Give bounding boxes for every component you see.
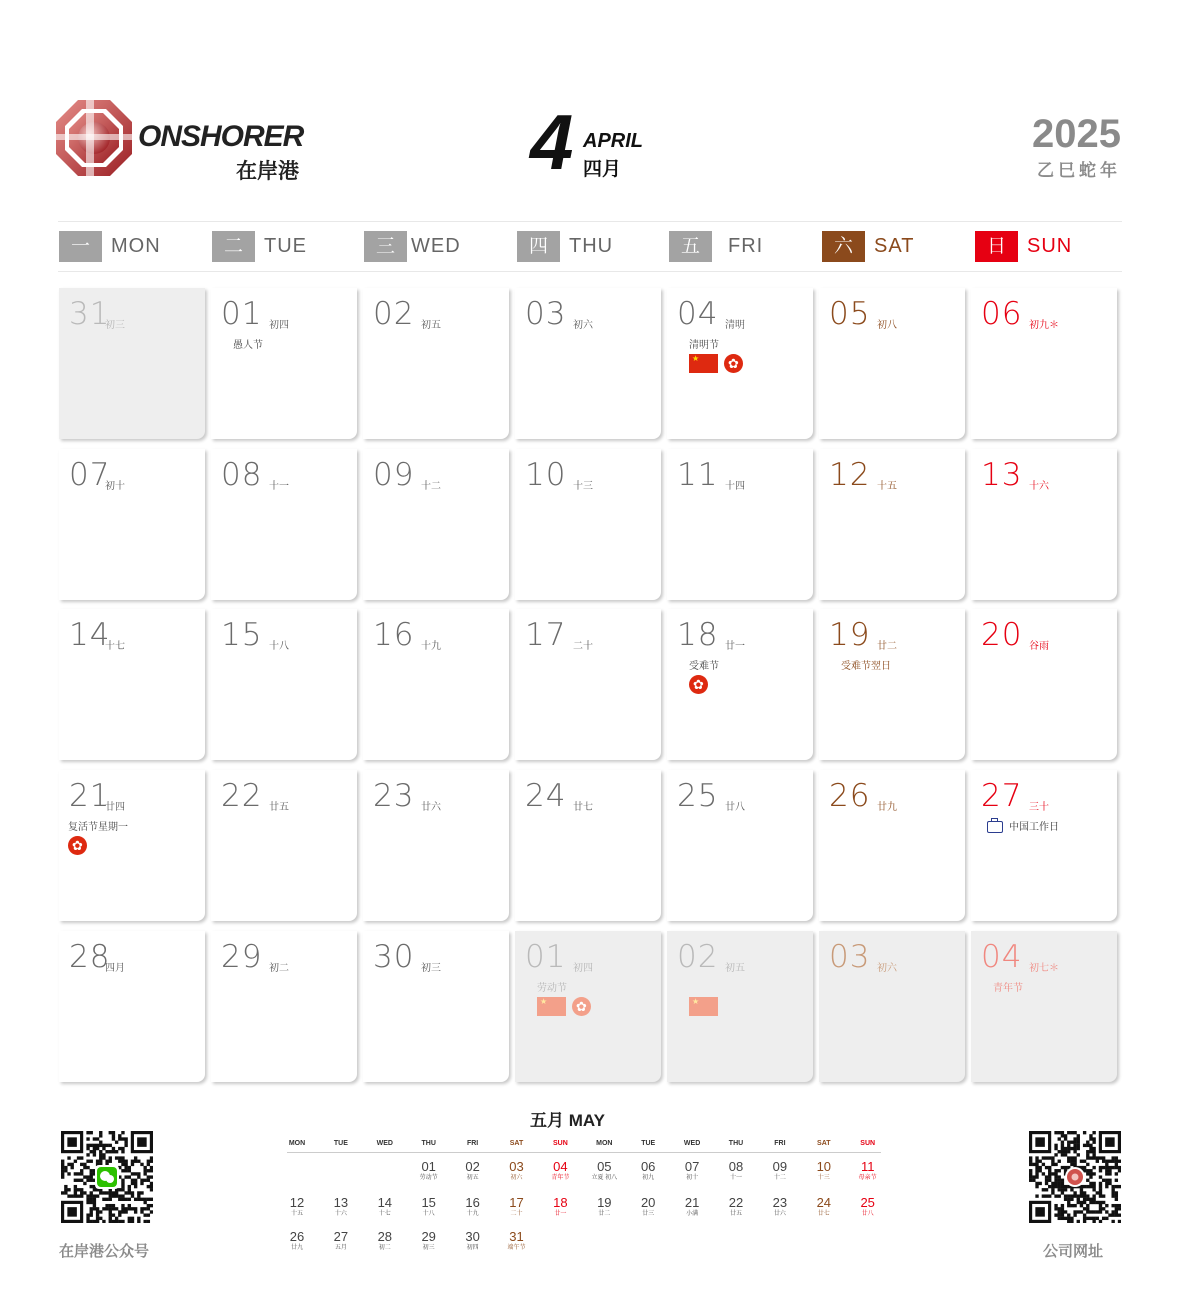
mini-day-number: 15 [421, 1195, 436, 1210]
day-number: 02 [677, 939, 719, 975]
brand-logo [56, 100, 316, 183]
lunar-date: 廿七 [573, 802, 593, 813]
day-cell[interactable] [819, 288, 965, 439]
mini-day-number: 22 [728, 1195, 744, 1210]
mini-day [451, 1160, 495, 1182]
mini-day-number: 05 [597, 1159, 612, 1174]
mini-day-number: 10 [816, 1159, 832, 1174]
mini-day [846, 1196, 890, 1218]
day-number: 29 [221, 939, 263, 975]
mini-day [319, 1196, 363, 1218]
mini-day [758, 1160, 802, 1182]
lunar-date: 廿一 [725, 641, 745, 652]
lunar-date: 初三 [105, 320, 125, 331]
hong-kong-flag-icon [68, 836, 87, 855]
mini-day-number: 25 [860, 1195, 875, 1210]
mini-day [714, 1196, 758, 1218]
day-cell[interactable] [59, 609, 205, 760]
mini-weekday-header: WED [376, 1140, 393, 1147]
mini-lunar-date: 十六 [334, 1211, 347, 1217]
day-number: 05 [829, 296, 871, 332]
china-flag-icon [537, 997, 566, 1016]
mini-lunar-date: 廿三 [642, 1211, 655, 1217]
day-cell[interactable] [819, 449, 965, 600]
mini-day-number: 29 [421, 1229, 436, 1244]
mini-lunar-date: 初二 [378, 1245, 391, 1251]
mini-day [451, 1196, 495, 1218]
day-cell[interactable] [819, 609, 965, 760]
day-number: 25 [677, 778, 719, 814]
mini-lunar-date: 青年节 [551, 1175, 570, 1181]
hong-kong-flag-icon [689, 675, 708, 694]
mini-lunar-date: 端午节 [507, 1245, 526, 1251]
brand-name-cn: 在岸港 [236, 160, 299, 183]
day-number: 18 [677, 617, 719, 653]
mini-lunar-date: 廿二 [598, 1211, 611, 1217]
mini-lunar-date: 劳动节 [419, 1175, 438, 1181]
weekday-en: SUN [1027, 235, 1073, 257]
mini-day [407, 1196, 451, 1218]
lunar-date: 二十 [573, 641, 593, 652]
mini-day-number: 21 [684, 1195, 700, 1210]
day-cell[interactable] [515, 288, 661, 439]
day-number: 09 [373, 457, 415, 493]
weekday-en: SAT [874, 235, 915, 257]
day-cell[interactable] [515, 449, 661, 600]
day-cell[interactable] [363, 931, 509, 1082]
holiday-flags [689, 997, 724, 1017]
mini-day-number: 20 [640, 1195, 656, 1210]
mini-day-number: 24 [816, 1195, 832, 1210]
mini-day [407, 1230, 451, 1252]
china-flag-icon [689, 997, 718, 1016]
mini-lunar-date: 十二 [773, 1175, 786, 1181]
lunar-date: 初六 [573, 320, 593, 331]
mini-lunar-date: 廿六 [773, 1211, 786, 1217]
mini-day [714, 1160, 758, 1182]
day-number: 19 [829, 617, 871, 653]
day-number: 21 [69, 778, 111, 814]
day-number: 24 [525, 778, 567, 814]
weekday-cn: 三 [364, 231, 407, 262]
holiday-flags [689, 675, 708, 695]
brand-name: ONSHORER [138, 120, 304, 153]
mini-day-number: 17 [509, 1195, 524, 1210]
lunar-date: 三十 [1029, 802, 1049, 813]
lunar-date: 十七 [105, 641, 125, 652]
day-number: 20 [981, 617, 1023, 653]
mini-lunar-date: 廿八 [861, 1211, 874, 1217]
day-cell[interactable] [363, 449, 509, 600]
day-cell[interactable] [667, 770, 813, 921]
lunar-date: 四月 [105, 963, 125, 974]
hong-kong-flag-icon [724, 354, 743, 373]
lunar-date: 十五 [877, 481, 897, 492]
mini-lunar-date: 初九 [642, 1175, 655, 1181]
day-cell[interactable] [59, 931, 205, 1082]
mini-day-number: 03 [509, 1159, 524, 1174]
day-cell[interactable] [211, 449, 357, 600]
day-number: 23 [373, 778, 415, 814]
lunar-date: 初三 [421, 963, 441, 974]
mini-lunar-date: 立夏 初八 [591, 1175, 618, 1181]
lunar-date: 初五 [421, 320, 441, 331]
mini-day [626, 1196, 670, 1218]
day-cell[interactable] [211, 931, 357, 1082]
mini-day-number: 31 [509, 1229, 524, 1244]
mini-weekday-header: SUN [860, 1140, 876, 1147]
lunar-date: 十三 [573, 481, 593, 492]
mini-day-number: 16 [465, 1195, 480, 1210]
lunar-date: 十二 [421, 481, 441, 492]
mini-day-number: 08 [728, 1159, 744, 1174]
mini-day [538, 1160, 582, 1182]
day-cell[interactable] [211, 609, 357, 760]
mini-day [670, 1160, 714, 1182]
mini-day-number: 06 [640, 1159, 656, 1174]
lunar-date: 初四 [269, 320, 289, 331]
day-cell[interactable] [667, 449, 813, 600]
mini-day [275, 1196, 319, 1218]
holiday-label: 劳动节 [537, 983, 567, 994]
lunar-date: 初二 [269, 963, 289, 974]
holiday-label: 受难节翌日 [841, 661, 891, 672]
day-cell[interactable] [971, 931, 1117, 1082]
lunar-date: 初五 [725, 963, 745, 974]
holiday-flags [537, 997, 591, 1017]
mini-day-number: 04 [553, 1159, 568, 1174]
lunar-date: 初六 [877, 963, 897, 974]
day-cell[interactable] [971, 770, 1117, 921]
mini-day-number: 23 [772, 1195, 788, 1210]
weekday-en: FRI [728, 235, 764, 257]
lunar-date: 廿九 [877, 802, 897, 813]
mini-day [451, 1230, 495, 1252]
lunar-date: 十六 [1029, 481, 1049, 492]
day-number: 30 [373, 939, 415, 975]
mini-lunar-date: 十八 [422, 1211, 435, 1217]
mini-day-number: 12 [289, 1195, 305, 1210]
mini-lunar-date: 母亲节 [858, 1175, 877, 1181]
lunar-date: 十八 [269, 641, 289, 652]
mini-weekday-header: SAT [509, 1140, 524, 1147]
mini-lunar-date: 廿五 [729, 1211, 742, 1217]
weekday-cn: 一 [59, 231, 102, 262]
day-number: 31 [69, 296, 111, 332]
mini-weekday-header: TUE [641, 1140, 656, 1147]
weekday-en: TUE [264, 235, 307, 257]
mini-day [407, 1160, 451, 1182]
day-number: 15 [221, 617, 263, 653]
mini-day-number: 07 [684, 1159, 700, 1174]
day-cell[interactable] [59, 288, 205, 439]
day-cell[interactable] [59, 770, 205, 921]
mini-day [538, 1196, 582, 1218]
mini-day [495, 1230, 539, 1252]
holiday-label: 愚人节 [233, 340, 263, 351]
day-number: 04 [981, 939, 1023, 975]
day-number: 03 [829, 939, 871, 975]
mini-lunar-date: 初六 [510, 1175, 523, 1181]
weekday-en: MON [111, 235, 161, 257]
weekday-mon [59, 231, 161, 262]
mini-day [275, 1230, 319, 1252]
weekday-cn: 五 [669, 231, 712, 262]
month-name-en: APRIL [583, 130, 643, 152]
workday-label: 中国工作日 [1009, 822, 1059, 833]
holiday-label: 受难节 [689, 661, 719, 672]
mini-day [495, 1196, 539, 1218]
day-number: 16 [373, 617, 415, 653]
mini-lunar-date: 廿一 [554, 1211, 567, 1217]
mini-weekday-header: THU [728, 1140, 744, 1147]
mini-lunar-date: 十九 [466, 1211, 479, 1217]
weekday-tue [212, 231, 307, 262]
mini-day-number: 18 [553, 1195, 568, 1210]
mini-lunar-date: 初三 [422, 1245, 435, 1251]
day-cell[interactable] [971, 609, 1117, 760]
lunar-date: 初八 [877, 320, 897, 331]
lunar-date: 廿二 [877, 641, 897, 652]
lunar-date: 廿六 [421, 802, 441, 813]
day-cell[interactable] [667, 609, 813, 760]
day-cell[interactable] [211, 770, 357, 921]
day-number: 08 [221, 457, 263, 493]
mini-day [319, 1230, 363, 1252]
weekday-header [58, 221, 1122, 272]
holiday-label: 青年节 [993, 983, 1023, 994]
mini-day-number: 30 [465, 1229, 480, 1244]
mini-lunar-date: 二十 [510, 1211, 523, 1217]
mini-day-number: 19 [597, 1195, 612, 1210]
mini-day [626, 1160, 670, 1182]
weekday-cn: 二 [212, 231, 255, 262]
mini-weekday-header: SUN [553, 1140, 568, 1147]
next-month-title: 五月 MAY [530, 1111, 605, 1130]
briefcase-icon [987, 821, 1003, 833]
mini-day-number: 26 [289, 1229, 305, 1244]
lunar-date: 廿八 [725, 802, 745, 813]
day-number: 27 [981, 778, 1023, 814]
mini-day-number: 13 [333, 1195, 349, 1210]
mini-lunar-date: 五月 [334, 1245, 347, 1251]
lunar-date: 谷雨 [1029, 641, 1049, 652]
day-number: 14 [69, 617, 111, 653]
day-number: 01 [525, 939, 567, 975]
day-cell[interactable] [515, 609, 661, 760]
day-cell[interactable] [971, 288, 1117, 439]
mini-day-number: 27 [333, 1229, 349, 1244]
mini-day [582, 1196, 626, 1218]
workday-note [987, 818, 1059, 833]
holiday-flags [68, 836, 87, 856]
mini-divider [287, 1152, 881, 1153]
weekday-fri [669, 231, 763, 262]
lunar-date: 初九＊ [1029, 320, 1059, 331]
day-number: 28 [69, 939, 111, 975]
lunar-date: 初十 [105, 481, 125, 492]
mini-day-number: 14 [377, 1195, 393, 1210]
day-cell[interactable] [667, 288, 813, 439]
holiday-flags [689, 354, 743, 374]
weekday-en: WED [411, 235, 461, 257]
china-flag-icon [689, 354, 718, 373]
lunar-date: 清明 [725, 320, 745, 331]
onshorer-logo-icon [56, 100, 132, 176]
mini-lunar-date: 十一 [729, 1175, 742, 1181]
holiday-label: 清明节 [689, 340, 719, 351]
day-number: 03 [525, 296, 567, 332]
lunar-date: 初七＊ [1029, 963, 1059, 974]
mini-weekday-header: FRI [466, 1140, 479, 1147]
mini-weekday-header: WED [683, 1140, 701, 1147]
weekday-cn: 四 [517, 231, 560, 262]
day-cell[interactable] [363, 770, 509, 921]
day-cell[interactable] [971, 449, 1117, 600]
day-number: 12 [829, 457, 871, 493]
weekday-cn: 日 [975, 231, 1018, 262]
day-number: 06 [981, 296, 1023, 332]
day-number: 26 [829, 778, 871, 814]
wechat-qr-code [61, 1131, 153, 1223]
mini-weekday-header: MON [596, 1140, 613, 1147]
mini-lunar-date: 十五 [290, 1211, 303, 1217]
day-number: 13 [981, 457, 1023, 493]
mini-day [495, 1160, 539, 1182]
mini-day [582, 1160, 626, 1182]
month-name-cn: 四月 [583, 159, 622, 180]
day-number: 01 [221, 296, 263, 332]
mini-day [802, 1196, 846, 1218]
day-number: 17 [525, 617, 567, 653]
weekday-wed [364, 231, 461, 262]
qr-left-label: 在岸港公众号 [59, 1243, 150, 1260]
mini-weekday-header: FRI [774, 1140, 786, 1147]
holiday-label: 复活节星期一 [68, 822, 128, 833]
mini-lunar-date: 初五 [466, 1175, 479, 1181]
day-number: 07 [69, 457, 111, 493]
mini-day-number: 09 [772, 1159, 788, 1174]
year: 2025 [1032, 112, 1121, 156]
mini-day-number: 01 [421, 1159, 436, 1174]
day-cell[interactable] [667, 931, 813, 1082]
mini-day [670, 1196, 714, 1218]
lunar-date: 初四 [573, 963, 593, 974]
mini-day [846, 1160, 890, 1182]
day-number: 11 [677, 457, 719, 493]
day-cell[interactable] [211, 288, 357, 439]
mini-lunar-date: 廿九 [290, 1245, 303, 1251]
weekday-cn: 六 [822, 231, 865, 262]
mini-lunar-date: 十三 [817, 1175, 830, 1181]
mini-weekday-header: MON [288, 1140, 306, 1147]
mini-lunar-date: 初四 [466, 1245, 479, 1251]
day-number: 02 [373, 296, 415, 332]
weekday-thu [517, 231, 613, 262]
year-zodiac: 乙巳蛇年 [1037, 161, 1121, 180]
qr-right-label: 公司网址 [1043, 1243, 1104, 1260]
mini-day [363, 1230, 407, 1252]
lunar-date: 十一 [269, 481, 289, 492]
day-number: 22 [221, 778, 263, 814]
mini-lunar-date: 廿七 [817, 1211, 830, 1217]
hong-kong-flag-icon [572, 997, 591, 1016]
lunar-date: 十九 [421, 641, 441, 652]
mini-weekday-header: THU [421, 1140, 436, 1147]
mini-lunar-date: 初十 [686, 1175, 699, 1181]
day-cell[interactable] [363, 609, 509, 760]
mini-weekday-header: TUE [333, 1140, 348, 1147]
lunar-date: 廿五 [269, 802, 289, 813]
mini-day [802, 1160, 846, 1182]
day-cell[interactable] [363, 288, 509, 439]
lunar-date: 十四 [725, 481, 745, 492]
weekday-sat [822, 231, 914, 262]
mini-weekday-header: SAT [817, 1140, 831, 1147]
day-cell[interactable] [515, 770, 661, 921]
day-cell[interactable] [819, 770, 965, 921]
month-number: 4 [530, 98, 574, 186]
mini-lunar-date: 小满 [686, 1211, 699, 1217]
mini-day-number: 11 [860, 1159, 875, 1174]
mini-day [758, 1196, 802, 1218]
weekday-sun [975, 231, 1072, 262]
lunar-date: 廿四 [105, 802, 125, 813]
weekday-en: THU [569, 235, 614, 257]
day-number: 04 [677, 296, 719, 332]
day-cell[interactable] [819, 931, 965, 1082]
mini-day [363, 1196, 407, 1218]
mini-day-number: 02 [465, 1159, 480, 1174]
day-number: 10 [525, 457, 567, 493]
day-cell[interactable] [59, 449, 205, 600]
mini-lunar-date: 十七 [378, 1211, 391, 1217]
website-qr-code [1029, 1131, 1121, 1223]
day-cell[interactable] [515, 931, 661, 1082]
mini-day-number: 28 [377, 1229, 393, 1244]
